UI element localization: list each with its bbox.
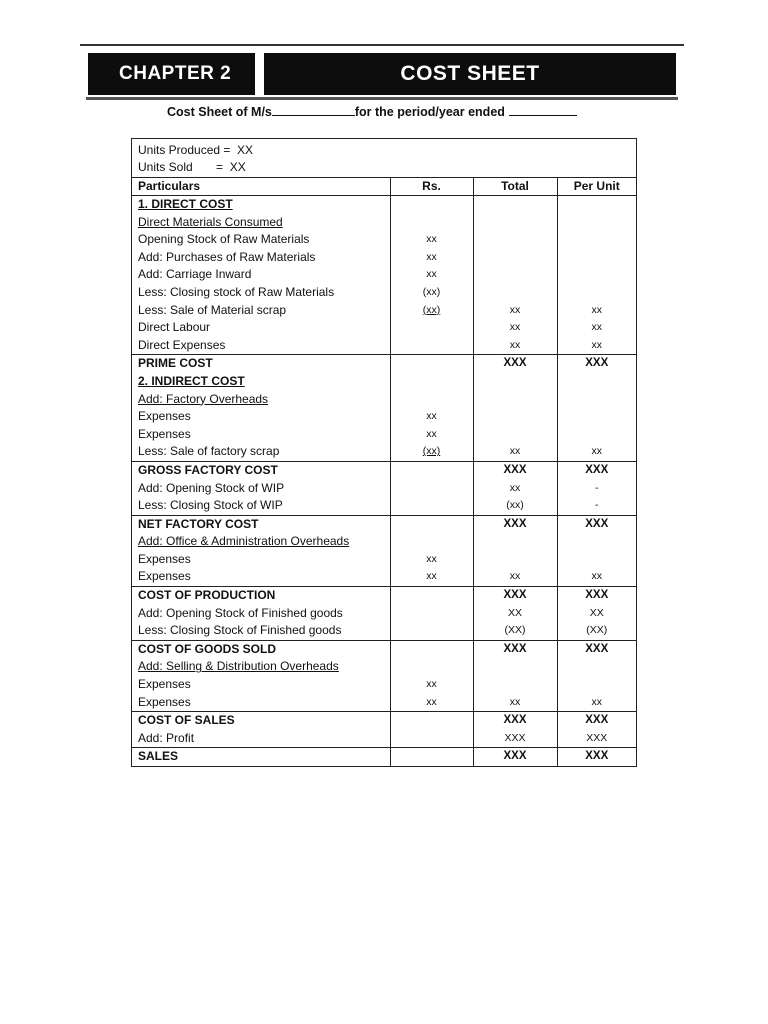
per-unit-cell: XXX [557,730,636,748]
per-unit-cell: XXX [557,355,636,373]
particulars-cell: Less: Closing Stock of WIP [138,498,283,513]
table-row [132,196,636,214]
total-cell: XXX [473,748,557,766]
rs-cell [390,712,473,730]
column-header-per-unit: Per Unit [557,178,636,196]
table-row [132,568,636,586]
particulars-cell: Expenses [138,694,191,709]
table-row [132,231,636,249]
per-unit-cell: - [557,480,636,498]
table-section [132,461,636,515]
per-unit-cell: xx [557,302,636,320]
total-cell: xx [473,302,557,320]
particulars-cell: PRIME COST [138,356,213,371]
particulars-cell: GROSS FACTORY COST [138,462,278,477]
per-unit-cell [557,266,636,284]
rs-cell: (xx) [390,302,473,320]
units-sold: Units Sold = XX [138,160,246,174]
table-row [132,355,636,373]
table-row [132,249,636,267]
rs-cell [390,337,473,355]
total-cell: (xx) [473,497,557,515]
total-cell: XXX [473,730,557,748]
rs-cell [390,319,473,337]
table-row [132,214,636,232]
per-unit-cell [557,658,636,676]
table-row [132,533,636,551]
table-row [132,587,636,605]
per-unit-cell: XXX [557,748,636,766]
table-row [132,337,636,355]
header-rule [86,97,678,100]
table-section [132,196,636,355]
per-unit-cell [557,408,636,426]
rs-cell [390,391,473,409]
rs-cell: (xx) [390,443,473,461]
particulars-cell: SALES [138,749,179,764]
table-row [132,480,636,498]
total-cell [473,533,557,551]
table-section [132,712,636,748]
rs-cell [390,587,473,605]
rs-cell [390,461,473,479]
table-row [132,284,636,302]
rs-cell: xx [390,694,473,712]
total-cell [473,249,557,267]
total-cell [473,658,557,676]
rs-cell [390,658,473,676]
page-title: COST SHEET [264,53,676,95]
total-cell: XXX [473,712,557,730]
particulars-cell: Direct Materials Consumed [138,214,283,229]
total-cell [473,266,557,284]
total-cell [473,373,557,391]
rs-cell [390,533,473,551]
table-row [132,730,636,748]
per-unit-cell [557,196,636,214]
total-cell [473,214,557,232]
rs-cell [390,214,473,232]
table-row [132,266,636,284]
table-row [132,551,636,569]
rs-cell: xx [390,676,473,694]
per-unit-cell: xx [557,443,636,461]
particulars-cell: Less: Sale of factory scrap [138,444,280,459]
particulars-cell: Expenses [138,551,191,566]
particulars-cell: Expenses [138,677,191,692]
table-row [132,497,636,515]
particulars-cell: Add: Opening Stock of Finished goods [138,605,343,620]
table-row [132,712,636,730]
particulars-cell: COST OF SALES [138,713,235,728]
per-unit-cell: XXX [557,712,636,730]
table-row [132,676,636,694]
per-unit-cell [557,391,636,409]
rs-cell [390,373,473,391]
period-blank [509,104,577,116]
table-row [132,461,636,479]
particulars-cell: Direct Expenses [138,337,226,352]
rs-cell: xx [390,266,473,284]
total-cell [473,231,557,249]
total-cell [473,284,557,302]
total-cell: (XX) [473,622,557,640]
table-row [132,319,636,337]
table-row [132,658,636,676]
total-cell: XXX [473,515,557,533]
per-unit-cell: XX [557,605,636,623]
table-section [132,355,636,462]
subtitle-middle: for the period/year ended [354,105,505,119]
total-cell [473,676,557,694]
per-unit-cell: xx [557,694,636,712]
table-row [132,302,636,320]
table-section [132,640,636,711]
rs-cell: xx [390,568,473,586]
total-cell: XXX [473,461,557,479]
rs-cell [390,196,473,214]
table-row [132,694,636,712]
units-info [132,139,636,178]
total-cell: XX [473,605,557,623]
rs-cell [390,748,473,766]
particulars-cell: Expenses [138,409,191,424]
per-unit-cell [557,426,636,444]
per-unit-cell: (XX) [557,622,636,640]
per-unit-cell: XXX [557,640,636,658]
per-unit-cell [557,373,636,391]
per-unit-cell [557,214,636,232]
per-unit-cell [557,284,636,302]
total-cell: xx [473,319,557,337]
particulars-cell: Opening Stock of Raw Materials [138,232,310,247]
rs-cell: xx [390,249,473,267]
particulars-cell: Add: Opening Stock of WIP [138,480,285,495]
particulars-cell: Add: Purchases of Raw Materials [138,249,316,264]
table-header-row [132,178,636,196]
rs-cell [390,622,473,640]
per-unit-cell [557,231,636,249]
cost-sheet-subtitle [167,104,577,119]
table-row [132,640,636,658]
total-cell [473,408,557,426]
rs-cell: xx [390,408,473,426]
rs-cell: xx [390,551,473,569]
table-row [132,408,636,426]
total-cell: XXX [473,587,557,605]
particulars-cell: 2. INDIRECT COST [138,373,245,388]
particulars-cell: Add: Carriage Inward [138,267,252,282]
total-cell: xx [473,694,557,712]
per-unit-cell: XXX [557,515,636,533]
table-row [132,515,636,533]
total-cell [473,426,557,444]
rs-cell [390,640,473,658]
total-cell: xx [473,480,557,498]
top-rule [80,44,684,46]
per-unit-cell [557,551,636,569]
particulars-cell: Add: Office & Administration Overheads [138,534,350,549]
table-row [132,443,636,461]
particulars-cell: Direct Labour [138,320,211,335]
particulars-cell: Add: Profit [138,730,195,745]
particulars-cell: Less: Sale of Material scrap [138,302,287,317]
cost-sheet-table [131,138,637,767]
column-header-rs: Rs. [390,178,473,196]
particulars-cell: Add: Selling & Distribution Overheads [138,659,339,674]
units-produced: Units Produced = XX [138,143,254,157]
particulars-cell: Less: Closing stock of Raw Materials [138,284,335,299]
particulars-cell: Less: Closing Stock of Finished goods [138,623,342,638]
total-cell: XXX [473,355,557,373]
table-row [132,391,636,409]
table-section [132,748,636,766]
table-row [132,748,636,766]
particulars-cell: COST OF GOODS SOLD [138,641,277,656]
table-row [132,426,636,444]
total-cell [473,551,557,569]
table-row [132,622,636,640]
column-header-particulars: Particulars [132,178,390,196]
per-unit-cell [557,249,636,267]
particulars-cell: Expenses [138,569,191,584]
subtitle-prefix: Cost Sheet of M/s [167,105,272,119]
total-cell [473,196,557,214]
rs-cell [390,497,473,515]
total-cell [473,391,557,409]
table-section [132,587,636,641]
table-row [132,605,636,623]
total-cell: xx [473,443,557,461]
chapter-label: CHAPTER 2 [88,53,255,95]
per-unit-cell: xx [557,319,636,337]
per-unit-cell [557,533,636,551]
firm-name-blank [272,104,355,116]
per-unit-cell [557,676,636,694]
table-row [132,373,636,391]
total-cell: xx [473,568,557,586]
rs-cell: xx [390,426,473,444]
rs-cell: (xx) [390,284,473,302]
rs-cell [390,515,473,533]
particulars-cell: COST OF PRODUCTION [138,588,276,603]
total-cell: XXX [473,640,557,658]
column-header-total: Total [473,178,557,196]
particulars-cell: Add: Factory Overheads [138,391,269,406]
per-unit-cell: xx [557,568,636,586]
per-unit-cell: XXX [557,587,636,605]
particulars-cell: NET FACTORY COST [138,516,259,531]
rs-cell [390,605,473,623]
rs-cell [390,730,473,748]
per-unit-cell: xx [557,337,636,355]
cost-table [132,178,636,766]
total-cell: xx [473,337,557,355]
per-unit-cell: XXX [557,461,636,479]
per-unit-cell: - [557,497,636,515]
particulars-cell: 1. DIRECT COST [138,197,233,211]
rs-cell [390,355,473,373]
table-section [132,515,636,586]
rs-cell: xx [390,231,473,249]
rs-cell [390,480,473,498]
particulars-cell: Expenses [138,426,191,441]
